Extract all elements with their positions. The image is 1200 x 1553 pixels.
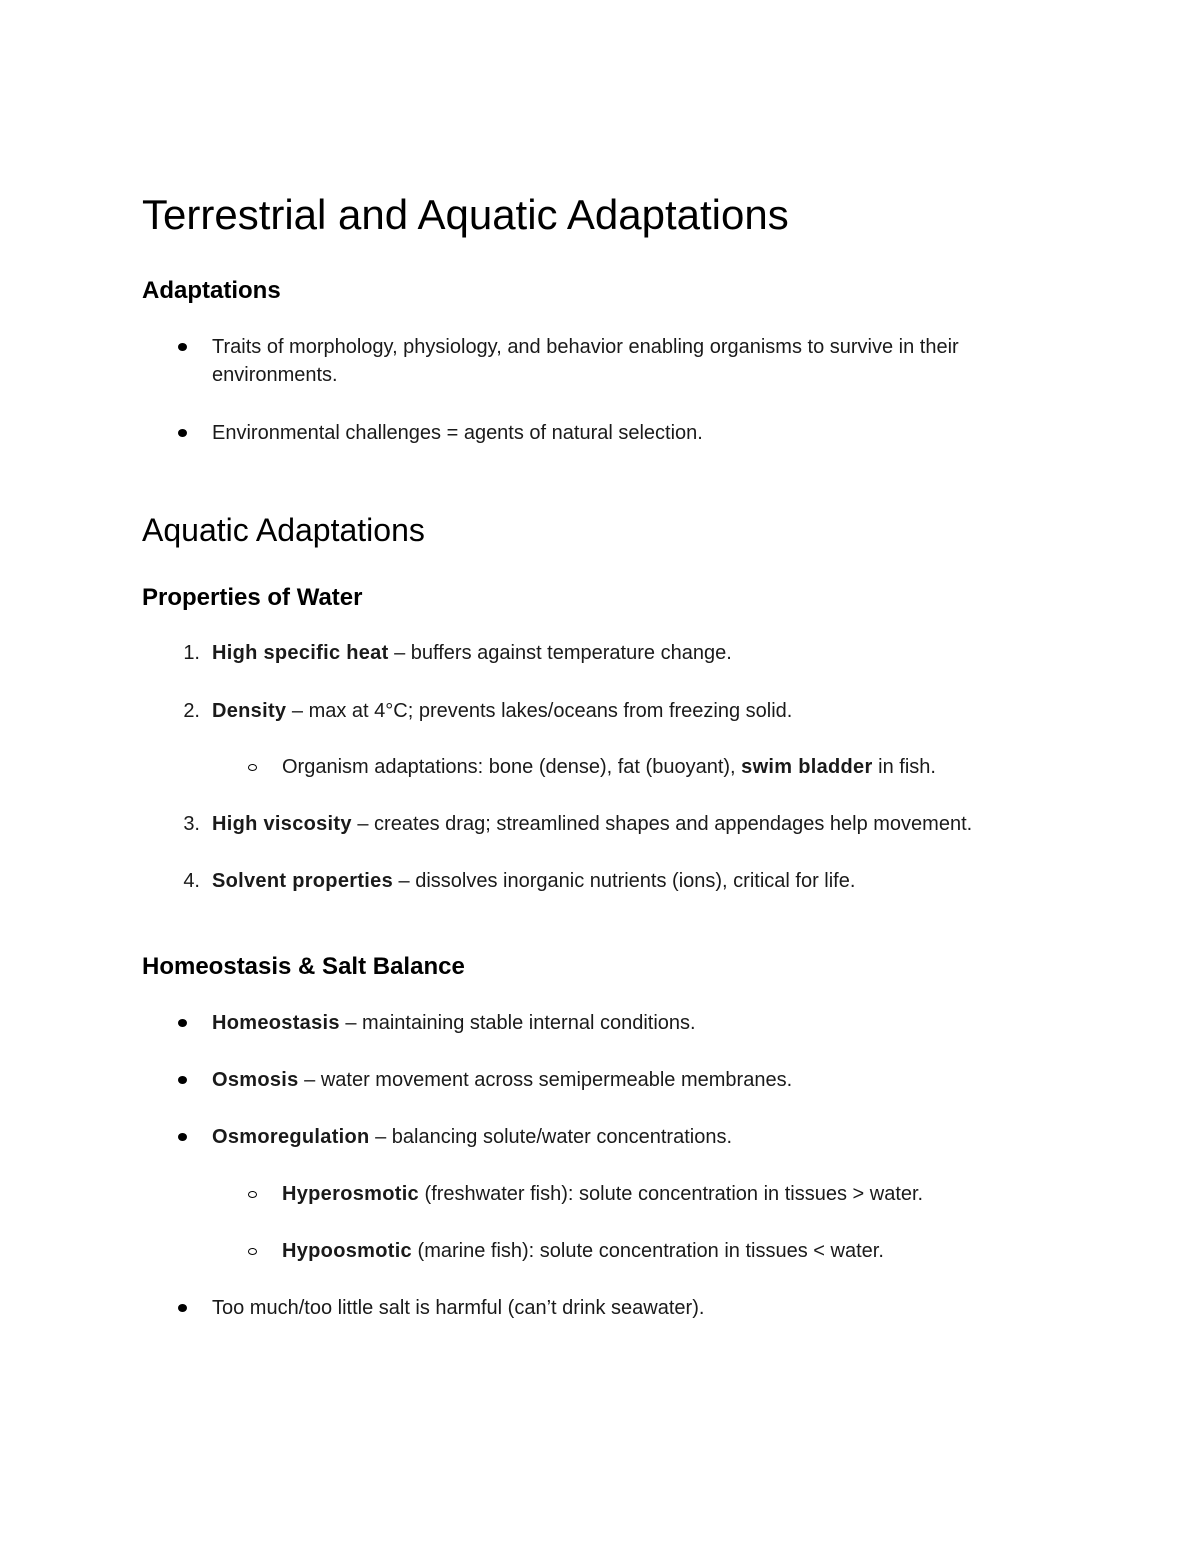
term: Osmosis	[212, 1069, 299, 1091]
hollow-bullet-icon	[248, 1248, 257, 1255]
sub-list-item: Organism adaptations: bone (dense), fat (buoyant), swim bladder in fish.	[282, 753, 1052, 781]
hollow-bullet-icon	[248, 1191, 257, 1198]
list-item: 3. High viscosity – creates drag; streamlined shapes and appendages help movement.	[212, 810, 1052, 838]
sub-list-item: Hyperosmotic (freshwater fish): solute concentration in tissues > water.	[282, 1180, 1052, 1208]
list-item: Traits of morphology, physiology, and behavior enabling organisms to survive in their environments.	[212, 333, 1052, 389]
list-item: 2. Density – max at 4°C; prevents lakes/oceans from freezing solid.	[212, 697, 1052, 725]
list-number: 1.	[183, 642, 200, 664]
list-item: 4. Solvent properties – dissolves inorganic nutrients (ions), critical for life.	[212, 867, 1052, 895]
term: Hypoosmotic	[282, 1240, 412, 1262]
bullet-icon	[178, 343, 187, 351]
term: High viscosity	[212, 813, 352, 835]
list-item: 1. High specific heat – buffers against temperature change.	[212, 639, 1052, 667]
term: Osmoregulation	[212, 1126, 370, 1148]
bullet-icon	[178, 429, 187, 437]
heading-properties-of-water: Properties of Water	[142, 584, 363, 611]
list-item: Osmosis – water movement across semipermeable membranes.	[212, 1066, 1052, 1094]
hollow-bullet-icon	[248, 764, 257, 771]
bullet-icon	[178, 1304, 187, 1312]
bullet-icon	[178, 1019, 187, 1027]
list-item: Osmoregulation – balancing solute/water concentrations.	[212, 1123, 1052, 1151]
list-number: 2.	[183, 700, 200, 722]
list-item: Too much/too little salt is harmful (can’t drink seawater).	[212, 1294, 1052, 1322]
heading-homeostasis-salt-balance: Homeostasis & Salt Balance	[142, 953, 465, 980]
bullet-icon	[178, 1076, 187, 1084]
heading-aquatic-adaptations: Aquatic Adaptations	[142, 512, 425, 548]
term: Hyperosmotic	[282, 1183, 419, 1205]
document-title: Terrestrial and Aquatic Adaptations	[142, 191, 789, 238]
list-number: 4.	[183, 870, 200, 892]
term: swim bladder	[741, 756, 873, 778]
term: Homeostasis	[212, 1012, 340, 1034]
heading-adaptations: Adaptations	[142, 277, 281, 304]
sub-list-item: Hypoosmotic (marine fish): solute concentration in tissues < water.	[282, 1237, 1052, 1265]
term: Density	[212, 700, 287, 722]
list-number: 3.	[183, 813, 200, 835]
bullet-icon	[178, 1133, 187, 1141]
term: Solvent properties	[212, 870, 393, 892]
list-item: Homeostasis – maintaining stable internal conditions.	[212, 1009, 1052, 1037]
term: High specific heat	[212, 642, 389, 664]
list-item: Environmental challenges = agents of natural selection.	[212, 419, 1052, 447]
